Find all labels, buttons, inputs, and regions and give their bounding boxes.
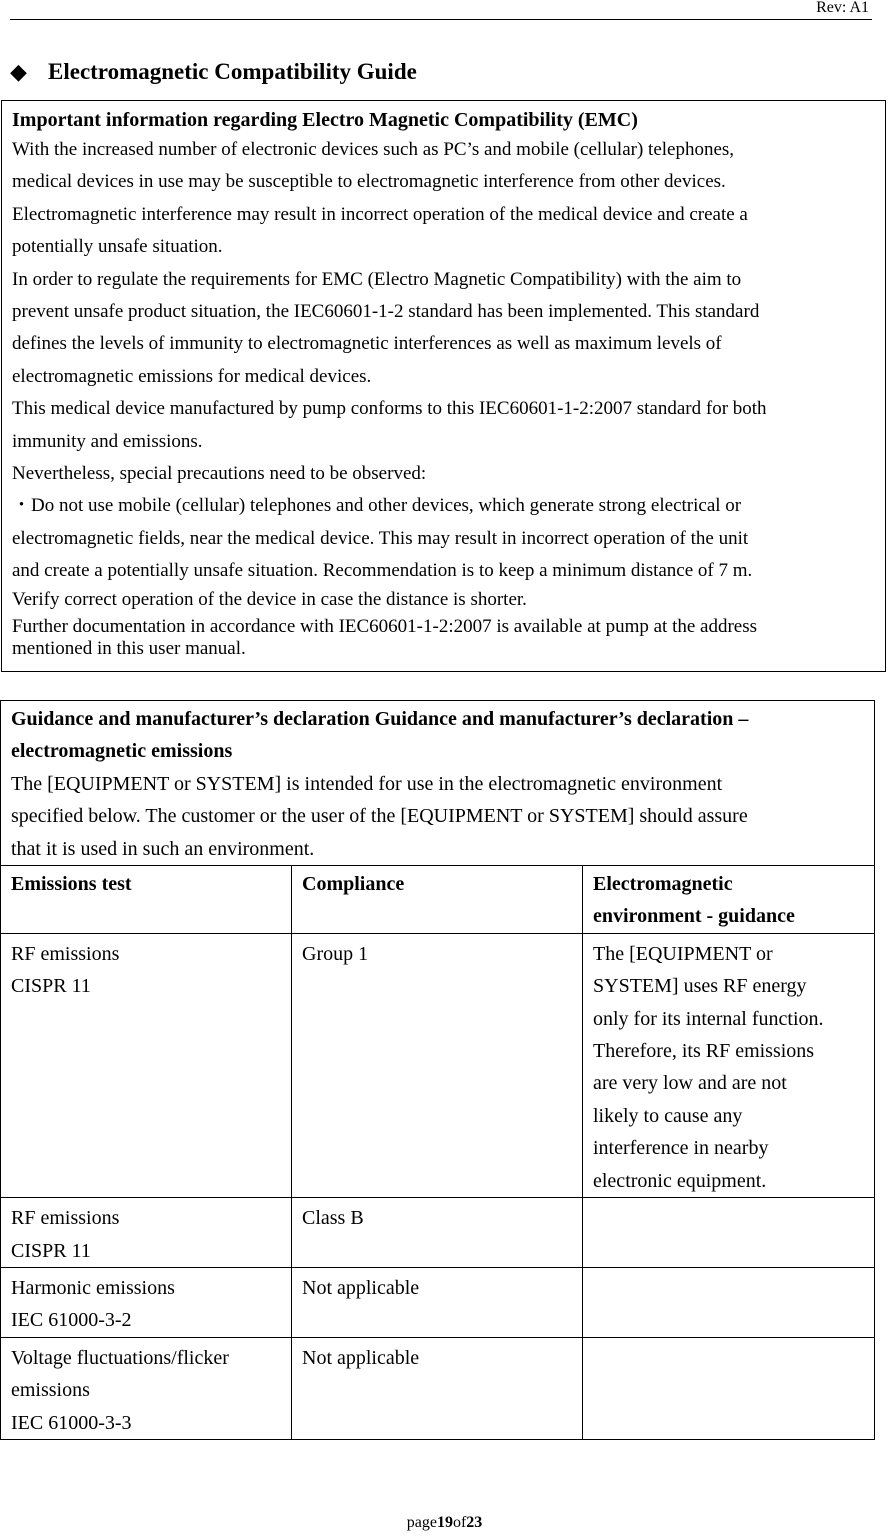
page-prefix: page [406, 1514, 437, 1531]
cell-text: SYSTEM] uses RF energy [593, 975, 807, 998]
emc-line: Nevertheless, special precautions need to be observed: [12, 463, 427, 485]
table-row [1, 1267, 875, 1337]
section-heading [10, 58, 417, 86]
cell-text: Therefore, its RF emissions [593, 1040, 815, 1063]
emc-further-note: Further documentation in accordance with IEC60601-1-2:2007 is available at pump at the address [12, 615, 758, 637]
table-row [1, 1337, 875, 1439]
cell-text: only for its internal function. [593, 1007, 824, 1030]
table-intro-cell [1, 701, 875, 866]
emc-line: Verify correct operation of the device in case the distance is shorter. [12, 588, 527, 610]
emc-line: With the increased number of electronic devices such as PC’s and mobile (cellular) telephones, [12, 139, 735, 160]
compliance-cell [292, 1337, 583, 1439]
header-compliance [292, 866, 583, 934]
emc-line: In order to regulate the requirements for EMC (Electro Magnetic Compatibility) with the aim to [12, 268, 742, 290]
cell-text: are very low and are not [593, 1072, 787, 1095]
emc-bullet-line: ・Do not use mobile (cellular) telephones and other devices, which generate strong electrical or [12, 495, 742, 517]
table-intro-text: The [EQUIPMENT or SYSTEM] is intended for use in the electromagnetic environment [11, 772, 723, 795]
table-intro-text: that it is used in such an environment. [11, 837, 315, 860]
emc-further-note: mentioned in this user manual. [12, 637, 246, 659]
revision-label: Rev: A1 [816, 0, 869, 16]
guidance-cell [583, 1267, 875, 1337]
cell-text: IEC 61000-3-3 [11, 1411, 132, 1434]
emc-line: and create a potentially unsafe situation. Recommendation is to keep a minimum distance of 7 m. [12, 560, 753, 582]
emissions-test-cell [1, 1198, 292, 1268]
table-title: electromagnetic emissions [11, 740, 233, 763]
page-of: of [452, 1514, 467, 1531]
table-intro-text: specified below. The customer or the user of the [EQUIPMENT or SYSTEM] should assure [11, 805, 748, 828]
emc-line: electromagnetic fields, near the medical device. This may result in incorrect operation of the unit [12, 527, 749, 549]
table-row [1, 933, 875, 1197]
emc-line: electromagnetic emissions for medical devices. [12, 365, 372, 387]
cell-text: Harmonic emissions [11, 1276, 175, 1299]
emc-line: medical devices in use may be susceptible to electromagnetic interference from other devices. [12, 171, 726, 193]
table-title-row [1, 701, 875, 866]
cell-text: Not applicable [302, 1276, 420, 1299]
total-pages: 23 [466, 1514, 483, 1531]
cell-text: IEC 61000-3-2 [11, 1309, 132, 1332]
header-rule [10, 19, 872, 20]
emc-line: immunity and emissions. [12, 430, 203, 452]
emissions-test-cell [1, 1337, 292, 1439]
diamond-bullet-icon: ◆ [10, 59, 27, 84]
current-page: 19 [436, 1514, 453, 1531]
emissions-test-cell [1, 933, 292, 1197]
compliance-cell [292, 1267, 583, 1337]
cell-text: CISPR 11 [11, 975, 91, 998]
header-emissions-test [1, 866, 292, 934]
table-header-row [1, 866, 875, 934]
cell-text: Not applicable [302, 1346, 420, 1369]
emc-line: defines the levels of immunity to electromagnetic interferences as well as maximum levels of [12, 333, 722, 355]
guidance-cell [583, 1198, 875, 1268]
table-row [1, 1198, 875, 1268]
cell-text: Voltage fluctuations/flicker [11, 1346, 229, 1369]
header-label: Emissions test [11, 873, 132, 896]
emc-box-title: Important information regarding Electro Magnetic Compatibility (EMC) [12, 109, 638, 131]
emc-line: prevent unsafe product situation, the IEC60601-1-2 standard has been implemented. This standard [12, 301, 760, 323]
cell-text: Group 1 [302, 942, 369, 965]
table-title: Guidance and manufacturer’s declaration Guidance and manufacturer’s declaration – [11, 708, 749, 730]
cell-text: emissions [11, 1379, 90, 1402]
emc-line: This medical device manufactured by pump conforms to this IEC60601-1-2:2007 standard for both [12, 398, 767, 420]
cell-text: Class B [302, 1207, 364, 1230]
header-label: Electromagnetic [593, 873, 733, 896]
cell-text: CISPR 11 [11, 1239, 91, 1262]
page-number [0, 1515, 889, 1531]
cell-text: The [EQUIPMENT or [593, 942, 773, 965]
header-label: environment - guidance [593, 905, 795, 928]
emissions-guidance-table [0, 700, 875, 1440]
cell-text: RF emissions [11, 942, 120, 965]
compliance-cell [292, 933, 583, 1197]
guidance-cell [583, 933, 875, 1197]
emc-line: Electromagnetic interference may result in incorrect operation of the medical device and create a [12, 203, 748, 225]
cell-text: interference in nearby [593, 1137, 769, 1160]
cell-text: electronic equipment. [593, 1169, 767, 1192]
emc-line: potentially unsafe situation. [12, 236, 223, 258]
emc-information-box [1, 100, 886, 672]
section-title: Electromagnetic Compatibility Guide [48, 59, 417, 84]
guidance-cell [583, 1337, 875, 1439]
compliance-cell [292, 1198, 583, 1268]
cell-text: RF emissions [11, 1207, 120, 1230]
header-environment-guidance [583, 866, 875, 934]
emissions-test-cell [1, 1267, 292, 1337]
header-label: Compliance [302, 873, 405, 896]
cell-text: likely to cause any [593, 1104, 743, 1127]
